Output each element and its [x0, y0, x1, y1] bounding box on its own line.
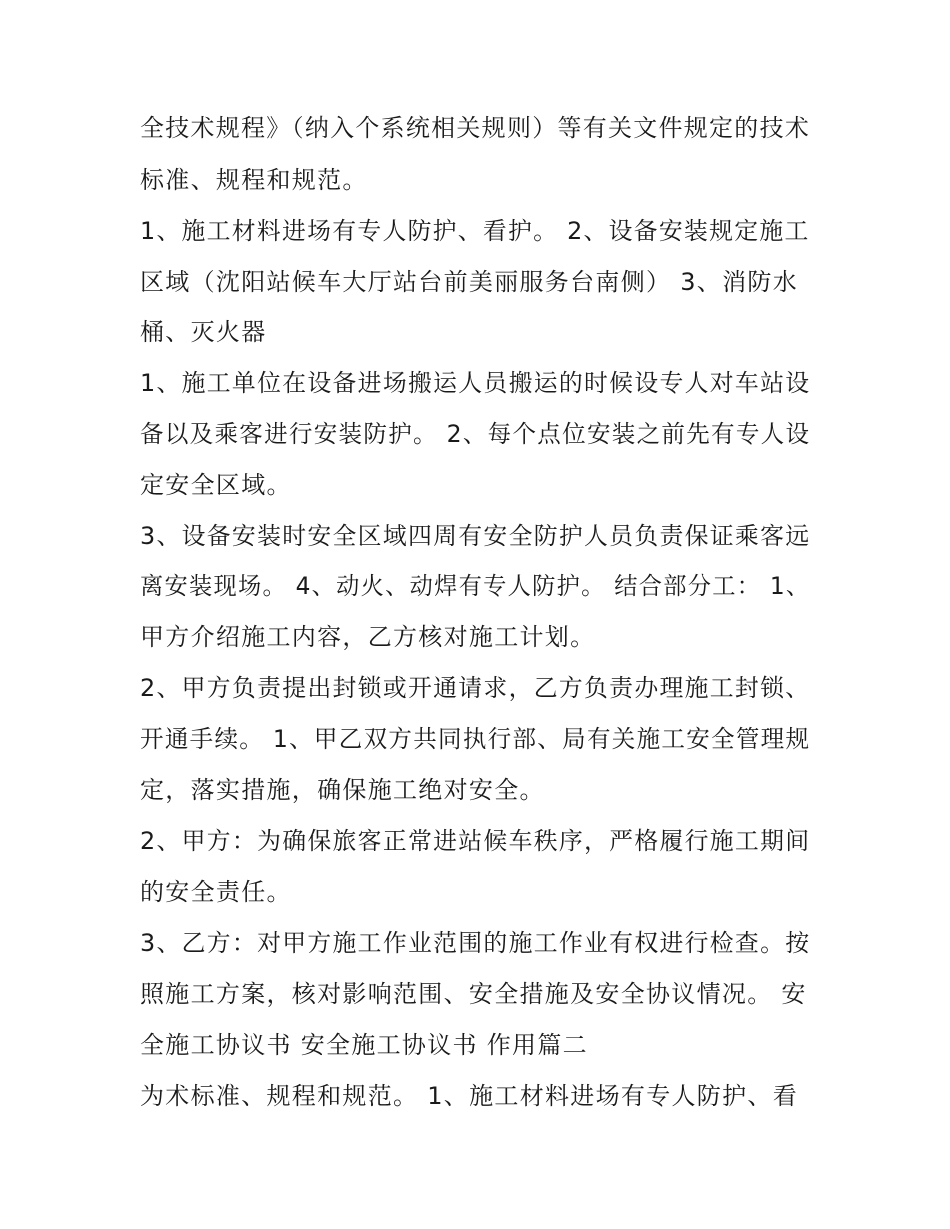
text-line: 全施工协议书 安全施工协议书 作用篇二 — [140, 1031, 588, 1059]
text-line: 甲方介绍施工内容，乙方核对施工计划。 — [140, 623, 596, 651]
text-line: 开通手续。 1、甲乙双方共同执行部、局有关施工安全管理规 — [140, 725, 811, 753]
text-line: 为术标准、规程和规范。 1、施工材料进场有专人防护、看 — [140, 1082, 798, 1110]
text-line: 3、设备安装时安全区域四周有安全防护人员负责保证乘客远 — [140, 522, 811, 550]
text-line: 3、乙方：对甲方施工作业范围的施工作业有权进行检查。按 — [140, 929, 811, 957]
text-line: 标准、规程和规范。 — [140, 166, 368, 194]
text-line: 全技术规程》（纳入个系统相关规则）等有关文件规定的技术 — [140, 114, 811, 142]
text-line: 照施工方案，核对影响范围、安全措施及安全协议情况。 安 — [140, 980, 807, 1008]
text-line: 的安全责任。 — [140, 878, 292, 906]
text-line: 桶、灭火器 — [140, 318, 267, 346]
text-line: 区域（沈阳站候车大厅站台前美丽服务台南侧） 3、消防水 — [140, 268, 798, 296]
text-line: 1、施工材料进场有专人防护、看护。 2、设备安装规定施工 — [140, 217, 810, 245]
text-line: 定，落实措施，确保施工绝对安全。 — [140, 776, 545, 804]
text-line: 备以及乘客进行安装防护。 2、每个点位安装之前先有专人设 — [140, 420, 811, 448]
text-line: 2、甲方：为确保旅客正常进站候车秩序，严格履行施工期间 — [140, 827, 811, 855]
text-line: 定安全区域。 — [140, 471, 292, 499]
text-line: 离安装现场。 4、动火、动焊有专人防护。 结合部分工： 1、 — [140, 572, 811, 600]
text-line: 1、施工单位在设备进场搬运人员搬运的时候设专人对车站设 — [140, 369, 811, 397]
text-line: 2、甲方负责提出封锁或开通请求，乙方负责办理施工封锁、 — [140, 674, 811, 702]
